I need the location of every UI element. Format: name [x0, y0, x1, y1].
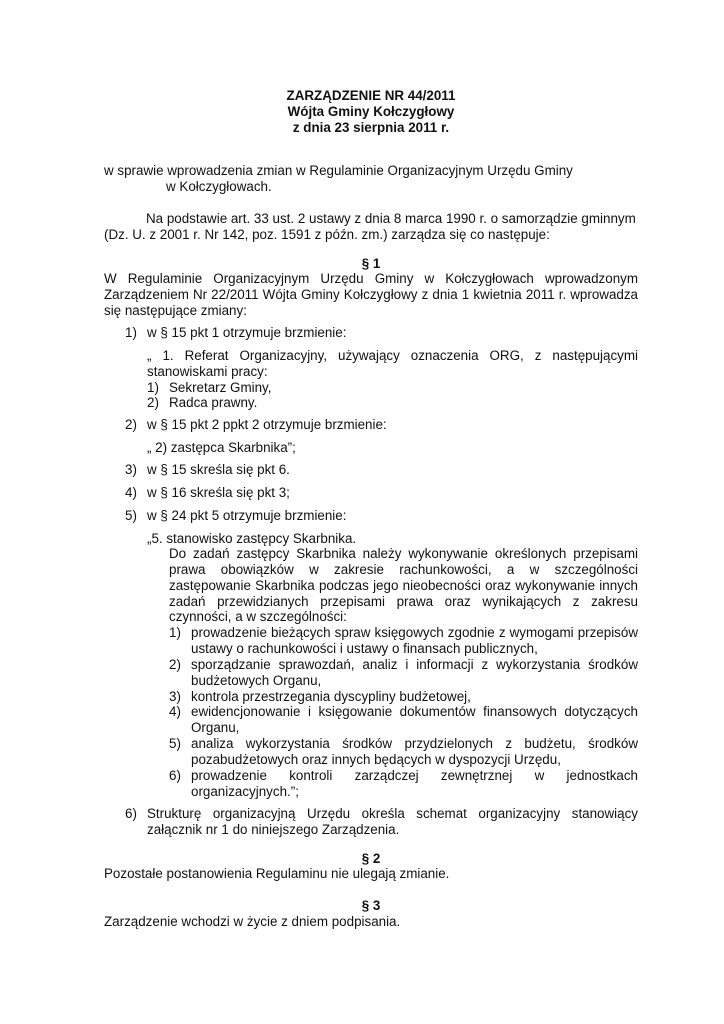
list-item-number: 6): [125, 806, 137, 821]
task-text: organizacyjnych.”;: [191, 784, 299, 799]
list-item-text: Strukturę organizacyjną Urzędu określa schemat organizacyjny stanowiący: [147, 806, 638, 821]
basis-line-1: Na podstawie art. 33 ust. 2 ustawy z dnia 8 marca 1990 r. o samorządzie gminnym: [146, 211, 636, 226]
section-1-intro-line-3: się następujące zmiany:: [104, 303, 247, 318]
quote-5-desc-line: Do zadań zastępcy Skarbnika należy wykonywanie określonych przepisami: [169, 546, 638, 561]
quote-2: „ 2) zastępca Skarbnika”;: [147, 440, 296, 455]
quote-1-line-2: stanowiskami pracy:: [147, 364, 268, 379]
sub-item-text: Sekretarz Gminy,: [169, 380, 272, 395]
task-number: 4): [169, 704, 181, 719]
section-2-text: Pozostałe postanowienia Regulaminu nie ulegają zmianie.: [104, 866, 450, 881]
sub-item-number: 2): [147, 395, 159, 410]
task-text: ustawy o rachunkowości i ustawy o finansach publicznych,: [191, 641, 538, 656]
task-text: kontrola przestrzegania dyscypliny budżetowej,: [191, 689, 471, 704]
list-item-text: załącznik nr 1 do niniejszego Zarządzenia.: [147, 822, 400, 837]
task-number: 5): [169, 736, 181, 751]
task-text: budżetowych Organu,: [191, 673, 322, 688]
section-1-intro-line-1: W Regulaminie Organizacyjnym Urzędu Gminy w Kołczygłowach wprowadzonym: [104, 271, 638, 286]
task-text: prowadzenie kontroli zarządczej zewnętrznej w jednostkach: [191, 768, 638, 783]
section-3-heading: § 3: [361, 898, 381, 913]
task-number: 1): [169, 625, 181, 640]
section-1-intro-line-2: Zarządzeniem Nr 22/2011 Wójta Gminy Kołczygłowy z dnia 1 kwietnia 2011 r. wprowadza: [104, 287, 638, 302]
quote-5-desc-line: zadań przewidzianych przepisami prawa oraz wynikających z zakresu: [169, 594, 638, 609]
quote-5-desc-line: czynności, a w szczególności:: [169, 609, 347, 624]
sub-item-number: 1): [147, 380, 159, 395]
section-1-heading: § 1: [361, 256, 381, 271]
task-number: 6): [169, 768, 181, 783]
list-item-number: 4): [125, 485, 137, 500]
task-text: sporządzanie sprawozdań, analiz i informacji z wykorzystania środków: [191, 657, 638, 672]
task-text: Organu,: [191, 720, 240, 735]
list-item-text: w § 16 skreśla się pkt 3;: [147, 485, 290, 500]
section-2-heading: § 2: [361, 851, 381, 866]
task-text: prowadzenie bieżących spraw księgowych zgodnie z wymogami przepisów: [191, 625, 638, 640]
list-item-text: w § 15 pkt 2 ppkt 2 otrzymuje brzmienie:: [147, 417, 387, 432]
document-title: ZARZĄDZENIE NR 44/2011: [286, 88, 456, 103]
section-3-text: Zarządzenie wchodzi w życie z dniem podpisania.: [104, 914, 401, 929]
sub-item-text: Radca prawny.: [169, 395, 258, 410]
task-text: ewidencjonowanie i księgowanie dokumentów finansowych dotyczących: [191, 704, 638, 719]
document-issuer: Wójta Gminy Kołczygłowy: [287, 104, 455, 119]
basis-line-2: (Dz. U. z 2001 r. Nr 142, poz. 1591 z późn. zm.) zarządza się co następuje:: [104, 227, 550, 242]
list-item-text: w § 15 pkt 1 otrzymuje brzmienie:: [147, 325, 347, 340]
quote-5-desc-line: zastępowanie Skarbnika podczas jego nieobecności oraz wykonywanie innych: [169, 578, 638, 593]
list-item-number: 3): [125, 462, 137, 477]
list-item-number: 2): [125, 417, 137, 432]
document-date: z dnia 23 sierpnia 2011 r.: [292, 120, 450, 135]
list-item-text: w § 15 skreśla się pkt 6.: [147, 462, 290, 477]
task-number: 2): [169, 657, 181, 672]
quote-1-line-1: „ 1. Referat Organizacyjny, używający oznaczenia ORG, z następującymi: [147, 348, 638, 363]
subject-line-1: w sprawie wprowadzenia zmian w Regulaminie Organizacyjnym Urzędu Gminy: [104, 163, 573, 178]
task-text: pozabudżetowych oraz innych będących w dyspozycji Urzędu,: [191, 752, 561, 767]
list-item-number: 1): [125, 325, 137, 340]
subject-line-2: w Kołczygłowach.: [166, 179, 272, 194]
list-item-text: w § 24 pkt 5 otrzymuje brzmienie:: [147, 508, 347, 523]
list-item-number: 5): [125, 508, 137, 523]
task-number: 3): [169, 689, 181, 704]
quote-5-title: „5. stanowisko zastępcy Skarbnika.: [147, 531, 357, 546]
task-text: analiza wykorzystania środków przydzielonych z budżetu, środków: [191, 736, 638, 751]
quote-5-desc-line: prawa obowiązków w zakresie rachunkowości, a w szczególności: [169, 562, 638, 577]
